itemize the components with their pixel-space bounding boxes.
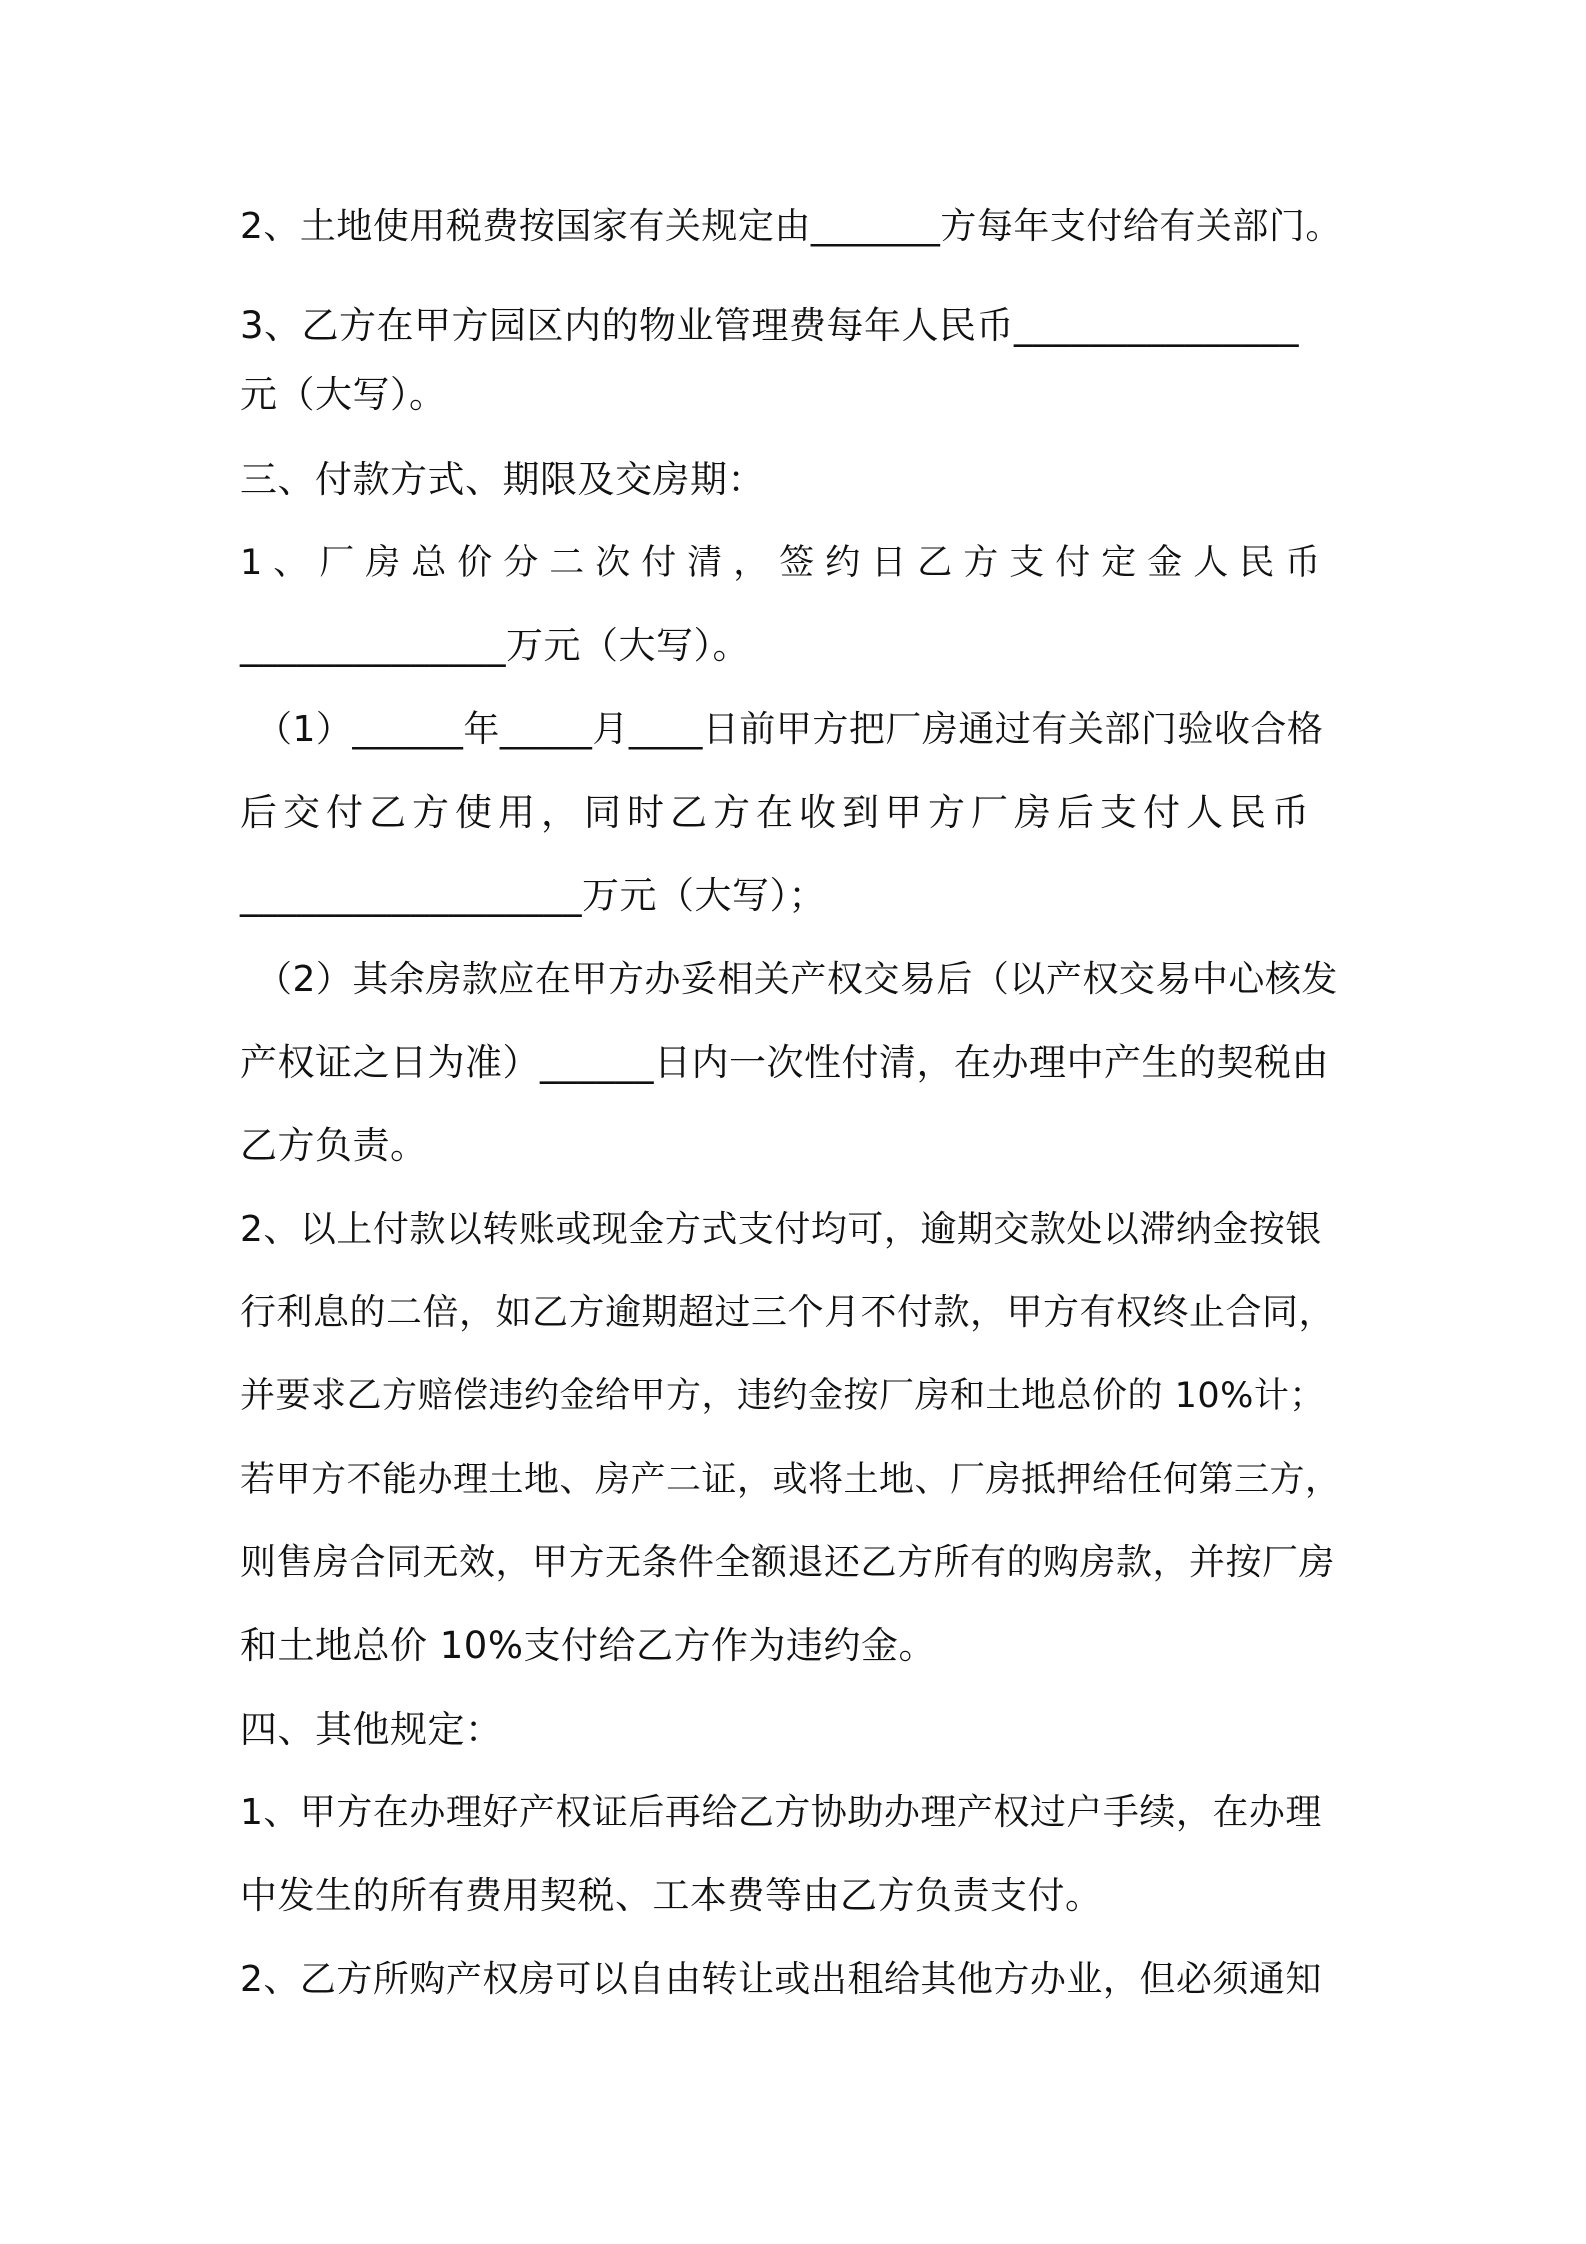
text-line-12: 乙方负责。 bbox=[240, 1124, 428, 1167]
text-line-1: 2、土地使用税费按国家有关规定由_______方每年支付给有关部门。 bbox=[240, 206, 1342, 247]
text-line-16: 若甲方不能办理土地、房产二证，或将土地、厂房抵押给任何第三方， bbox=[240, 1460, 1341, 1500]
text-line-17: 则售房合同无效，甲方无条件全额退还乙方所有的购房款，并按厂房 bbox=[240, 1542, 1336, 1583]
text-line-5: 1、厂房总价分二次付清，签约日乙方支付定金人民币 bbox=[240, 543, 1332, 583]
text-line-3: 元（大写）。 bbox=[240, 373, 447, 416]
section-heading-3: 三、付款方式、期限及交房期： bbox=[240, 458, 765, 501]
text-line-20: 1、甲方在办理好产权证后再给乙方协助办理产权过户手续，在办理 bbox=[240, 1792, 1322, 1833]
text-line-9: __________________万元（大写）； bbox=[240, 874, 826, 917]
text-line-15: 并要求乙方赔偿违约金给甲方，违约金按厂房和土地总价的 10%计； bbox=[240, 1376, 1325, 1416]
text-line-22: 2、乙方所购产权房可以自由转让或出租给其他方办业，但必须通知 bbox=[240, 1959, 1322, 2000]
text-line-10: （2）其余房款应在甲方办妥相关产权交易后（以产权交易中心核发 bbox=[256, 959, 1338, 1000]
text-line-7: （1）______年_____月____日前甲方把厂房通过有关部门验收合格 bbox=[256, 709, 1324, 750]
text-line-18: 和土地总价 10%支付给乙方作为违约金。 bbox=[240, 1624, 936, 1667]
text-line-6: ______________万元（大写）。 bbox=[240, 624, 750, 667]
text-line-2: 3、乙方在甲方园区内的物业管理费每年人民币_______________ bbox=[240, 304, 1300, 347]
text-line-8: 后交付乙方使用，同时乙方在收到甲方厂房后支付人民币 bbox=[240, 791, 1315, 834]
section-heading-4: 四、其他规定： bbox=[240, 1708, 503, 1751]
text-line-11: 产权证之日为准）______日内一次性付清，在办理中产生的契税由 bbox=[240, 1041, 1329, 1084]
text-line-14: 行利息的二倍，如乙方逾期超过三个月不付款，甲方有权终止合同， bbox=[240, 1292, 1336, 1333]
text-line-21: 中发生的所有费用契税、工本费等由乙方负责支付。 bbox=[240, 1874, 1103, 1917]
text-line-13: 2、以上付款以转账或现金方式支付均可，逾期交款处以滞纳金按银 bbox=[240, 1209, 1322, 1250]
